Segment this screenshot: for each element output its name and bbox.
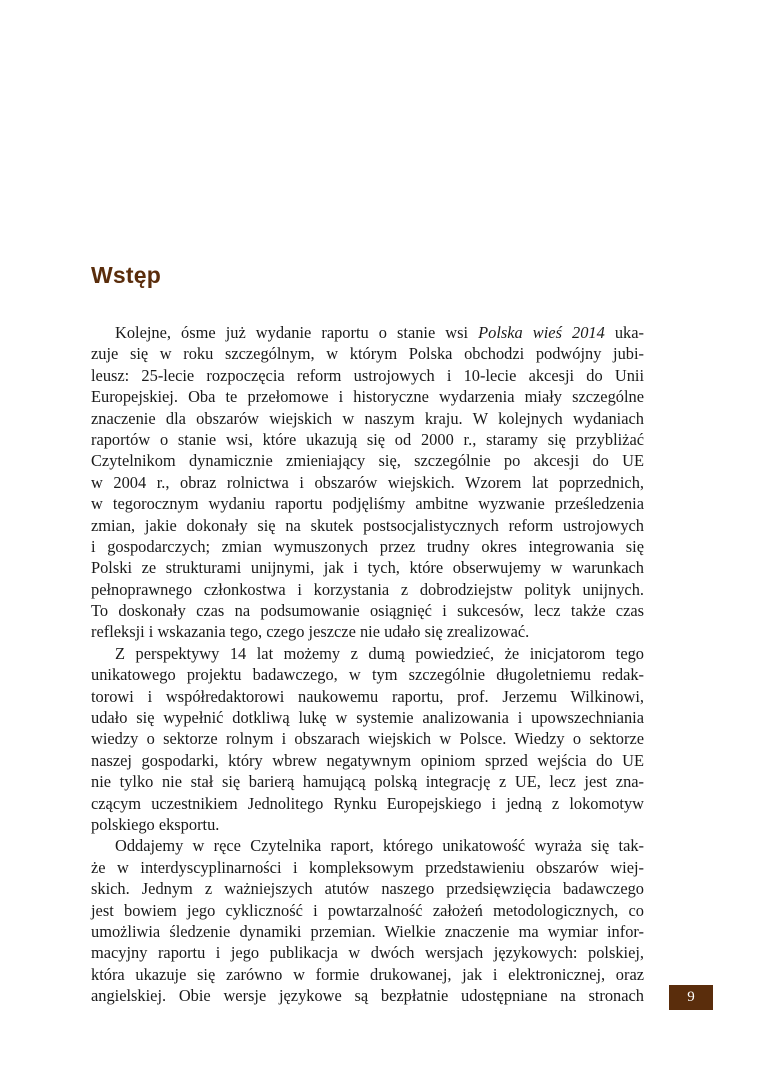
text-line: To doskonały czas na podsumowanie osiągnięć i sukcesów, lecz także czas (91, 601, 644, 621)
text-line: w tegorocznym wydaniu raportu podjęliśmy ambitne wyzwanie prześledzenia (91, 494, 644, 514)
text-line: czącym uczestnikiem Jednolitego Rynku Europejskiego i jedną z lokomotyw (91, 793, 644, 813)
text-line: która ukazuje się zarówno w formie drukowanej, jak i elektronicznej, oraz (91, 964, 644, 984)
section-title: Wstęp (91, 262, 161, 288)
paragraph-2 (91, 643, 644, 836)
text-line: refleksji i wskazania tego, czego jeszcze nie udało się zrealizować. (91, 622, 530, 642)
text-line (91, 322, 644, 343)
text-line: pełnoprawnego członkostwa i korzystania z dobrodziejstw polityk unijnych. (91, 579, 644, 599)
text-line: nie tylko nie stał się barierą hamującą polską integrację z UE, lecz jest zna- (91, 772, 644, 792)
text-line: naszej gospodarki, który wbrew negatywnym opiniom sprzed wejścia do UE (91, 750, 644, 770)
publication-title: Polska wieś 2014 (478, 323, 605, 342)
text-line: i gospodarczych; zmian wymuszonych przez trudny okres integrowania się (91, 536, 644, 556)
text-line: jest bowiem jego cykliczność i powtarzalność założeń metodologicznych, co (91, 900, 644, 920)
text-line: umożliwia śledzenie dynamiki przemian. Wielkie znaczenie ma wymiar infor- (91, 921, 644, 941)
text-line: leusz: 25-lecie rozpoczęcia reform ustrojowych i 10-lecie akcesji do Unii (91, 365, 644, 385)
text-line: udało się wypełnić dotkliwą lukę w systemie analizowania i upowszechniania (91, 708, 644, 728)
text-line: w 2004 r., obraz rolnictwa i obszarów wiejskich. Wzorem lat poprzednich, (91, 472, 644, 492)
text-line: unikatowego projektu badawczego, w tym szczególnie długoletniemu redak- (91, 665, 644, 685)
page-number-badge: 9 (669, 985, 713, 1010)
text-line: wiedzy o sektorze rolnym i obszarach wiejskich w Polsce. Wiedzy o sektorze (91, 729, 644, 749)
text-line: angielskiej. Obie wersje językowe są bezpłatnie udostępniane na stronach (91, 986, 644, 1006)
text-line: Z perspektywy 14 lat możemy z dumą powiedzieć, że inicjatorom tego (115, 643, 644, 663)
text-line: torowi i współredaktorowi naukowemu raportu, prof. Jerzemu Wilkinowi, (91, 686, 644, 706)
text-line: Europejskiej. Oba te przełomowe i historyczne wydarzenia miały szczególne (91, 387, 644, 407)
text-run: uka- (604, 323, 644, 342)
text-line: Czytelnikom dynamicznie zmieniający się, szczególnie po akcesji do UE (91, 451, 644, 471)
text-line: zmian, jakie dokonały się na skutek postsocjalistycznych reform ustrojowych (91, 515, 644, 535)
text-line: znaczenie dla obszarów wiejskich w naszym kraju. W kolejnych wydaniach (91, 408, 644, 428)
text-line: Oddajemy w ręce Czytelnika raport, którego unikatowość wyraża się tak- (115, 836, 644, 856)
text-line: macyjny raportu i jego publikacja w dwóch wersjach językowych: polskiej, (91, 943, 644, 963)
text-line: skich. Jednym z ważniejszych atutów naszego przedsięwzięcia badawczego (91, 879, 644, 899)
body-text (91, 322, 644, 1007)
text-line: że w interdyscyplinarności i kompleksowym przedstawieniu obszarów wiej- (91, 857, 644, 877)
text-run: Kolejne, ósme już wydanie raportu o stanie wsi (115, 323, 479, 342)
text-line: zuje się w roku szczególnym, w którym Polska obchodzi podwójny jubi- (91, 344, 644, 364)
paragraph-1 (91, 322, 644, 643)
paragraph-3 (91, 835, 644, 1006)
text-line: polskiego eksportu. (91, 814, 220, 834)
text-line: raportów o stanie wsi, które ukazują się od 2000 r., staramy się przybliżać (91, 429, 644, 449)
text-line: Polski ze strukturami unijnymi, jak i tych, które obserwujemy w warunkach (91, 558, 644, 578)
